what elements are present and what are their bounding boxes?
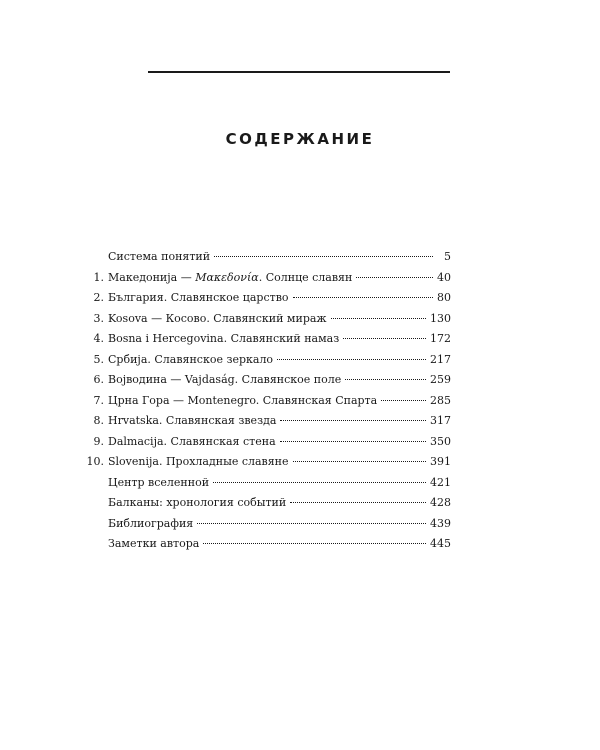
toc-entry-title bbox=[108, 268, 354, 289]
toc-entry-title bbox=[108, 493, 288, 514]
toc-entry-number: 7. bbox=[93, 393, 104, 407]
toc-entry-title bbox=[108, 534, 201, 555]
toc-entry-title-main: България. Славянское царство bbox=[108, 291, 289, 304]
dot-leader bbox=[213, 482, 426, 483]
toc-entry-title-main: Bosna i Hercegovina. Славянский намаз bbox=[108, 332, 340, 345]
toc-entry-page: 5 bbox=[444, 250, 451, 263]
dot-leader bbox=[293, 461, 426, 462]
dot-leader bbox=[197, 523, 426, 524]
toc-entry-number: 4. bbox=[93, 332, 104, 345]
toc-entry-number: 1. bbox=[93, 270, 104, 284]
toc-entry-title-main: Србија. Славянское зеркало bbox=[108, 352, 274, 366]
toc-entry-title bbox=[108, 370, 343, 391]
toc-entry-title-main: Центр вселенной bbox=[108, 475, 210, 489]
toc-entry-page: 317 bbox=[430, 414, 451, 427]
toc-entry-page: 428 bbox=[430, 496, 451, 509]
toc-entry[interactable] bbox=[86, 329, 451, 350]
toc-entry-number: 2. bbox=[93, 291, 104, 304]
toc-entry-title-main: Балканы: хронология событий bbox=[108, 496, 287, 509]
dot-leader bbox=[343, 338, 426, 339]
toc-entry-page: 285 bbox=[430, 393, 451, 407]
dot-leader bbox=[356, 277, 433, 278]
dot-leader bbox=[331, 318, 426, 319]
toc-entry[interactable] bbox=[86, 350, 451, 371]
toc-entry-number: 8. bbox=[93, 414, 104, 427]
dot-leader bbox=[293, 297, 433, 298]
toc-entry-title bbox=[108, 473, 211, 494]
toc-entry-title-rest: . Солнце славян bbox=[258, 270, 353, 284]
dot-leader bbox=[280, 441, 426, 442]
toc-entry-title bbox=[108, 288, 291, 309]
toc-entry-page: 350 bbox=[430, 434, 451, 448]
toc-entry[interactable] bbox=[86, 268, 451, 289]
toc-entry-page: 217 bbox=[430, 352, 451, 366]
toc-entry-title-main: Библиография bbox=[108, 516, 194, 530]
toc-entry-number: 9. bbox=[93, 434, 104, 448]
toc-entry-title-main: Заметки автора bbox=[108, 537, 200, 550]
toc-entry[interactable] bbox=[86, 432, 451, 453]
toc-entry-number: 10. bbox=[86, 455, 104, 468]
toc-entry[interactable] bbox=[86, 370, 451, 391]
toc-entry-page: 445 bbox=[430, 537, 451, 550]
toc-entry-page: 80 bbox=[437, 291, 451, 304]
toc-entry-title bbox=[108, 514, 195, 535]
toc-entry-title bbox=[108, 329, 341, 350]
toc-entry-title bbox=[108, 411, 278, 432]
toc-entry-page: 40 bbox=[437, 270, 451, 284]
toc-entry-page: 391 bbox=[430, 455, 451, 468]
toc-entry-page: 259 bbox=[430, 373, 451, 386]
page-title: СОДЕРЖАНИЕ bbox=[225, 130, 375, 148]
toc-entry[interactable] bbox=[86, 247, 451, 268]
dot-leader bbox=[277, 359, 426, 360]
dot-leader bbox=[203, 543, 426, 544]
toc-entry-page: 172 bbox=[430, 332, 451, 345]
toc-entry[interactable] bbox=[86, 473, 451, 494]
toc-list bbox=[86, 247, 451, 555]
toc-entry-title bbox=[108, 247, 212, 268]
dot-leader bbox=[280, 420, 426, 421]
dot-leader bbox=[290, 502, 426, 503]
toc-entry-number: 5. bbox=[93, 352, 104, 366]
toc-entry-title bbox=[108, 391, 379, 412]
toc-entry-title bbox=[108, 452, 291, 473]
toc-entry-page: 421 bbox=[430, 475, 451, 489]
toc-entry-page: 439 bbox=[430, 516, 451, 530]
toc-entry-title-italic: Μακεδονία bbox=[195, 270, 259, 284]
toc-entry-title bbox=[108, 309, 329, 330]
toc-entry-title-main: Система понятий bbox=[108, 250, 211, 263]
toc-entry-title bbox=[108, 350, 275, 371]
toc-entry-title-main: Slovenija. Прохладные славяне bbox=[108, 455, 289, 468]
toc-entry[interactable] bbox=[86, 534, 451, 555]
toc-entry[interactable] bbox=[86, 391, 451, 412]
toc-entry-title bbox=[108, 432, 278, 453]
toc-entry-title-main: Dalmacija. Славянская стена bbox=[108, 434, 276, 448]
toc-entry-title-main: Црна Гора — Montenegro. Славянская Спарта bbox=[108, 393, 378, 407]
toc-entry-title-main: Војводина — Vajdaság. Славянское поле bbox=[108, 373, 342, 386]
toc-entry-title-main: Hrvatska. Славянская звезда bbox=[108, 414, 277, 427]
dot-leader bbox=[381, 400, 426, 401]
toc-entry-title-main: Македонија — bbox=[108, 270, 196, 284]
toc-entry[interactable] bbox=[86, 452, 451, 473]
toc-entry[interactable] bbox=[86, 309, 451, 330]
dot-leader bbox=[214, 256, 433, 257]
toc-entry-title-main: Kosova — Косово. Славянский мираж bbox=[108, 311, 327, 325]
toc-entry[interactable] bbox=[86, 411, 451, 432]
toc-entry[interactable] bbox=[86, 288, 451, 309]
toc-entry-number: 3. bbox=[93, 311, 104, 325]
toc-entry[interactable] bbox=[86, 493, 451, 514]
toc-entry[interactable] bbox=[86, 514, 451, 535]
toc-entry-page: 130 bbox=[430, 311, 451, 325]
dot-leader bbox=[345, 379, 426, 380]
top-rule bbox=[148, 71, 450, 73]
toc-entry-number: 6. bbox=[93, 373, 104, 386]
